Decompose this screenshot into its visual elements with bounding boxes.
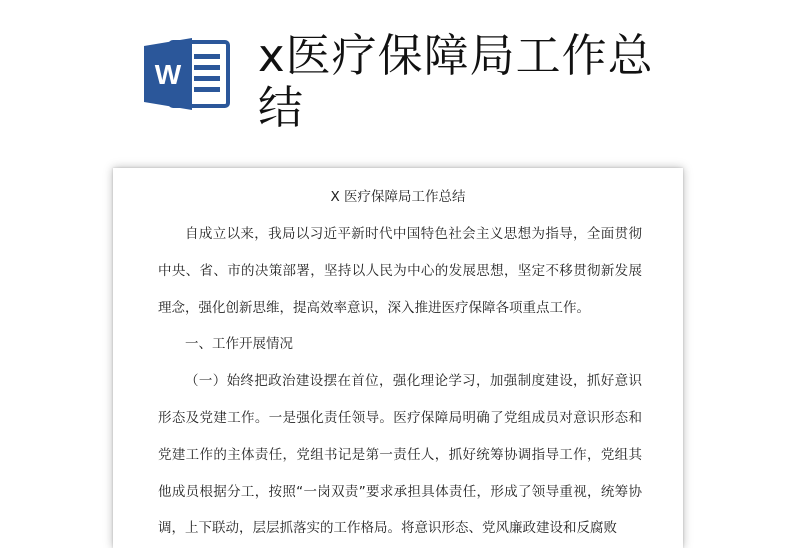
page-title: x医疗保障局工作总结 [258,29,654,134]
word-logo-letter: W [154,59,182,90]
section-heading: 一、工作开展情况 [185,336,293,353]
word-icon [142,36,230,112]
document-title: X 医疗保障局工作总结 [330,189,466,205]
document-page [113,168,683,548]
paragraph-section-1: （一）始终把政治建设摆在首位，强化理论学习，加强制度建设，抓好意识形态及党建工作。一是强化责任领导。医疗保障局明确了党组成员对意识形态和党建工作的主体责任，党组书记是第一责任人，抓好统筹协调指导工作，党组其他成员根据分工，按照“一岗双责”要求承担具体责任，形成了领导重视，统筹协调，上下联动，层层抓落实的工作格局。将意识形态、党风廉政建设和反腐败 [158,373,642,537]
header [0,0,800,160]
document-body [158,216,642,547]
paragraph-intro: 自成立以来，我局以习近平新时代中国特色社会主义思想为指导，全面贯彻中央、省、市的决策部署，坚持以人民为中心的发展思想，坚定不移贯彻新发展理念，强化创新思维，提高效率意识，深入推进医疗保障各项重点工作。 [158,226,642,316]
